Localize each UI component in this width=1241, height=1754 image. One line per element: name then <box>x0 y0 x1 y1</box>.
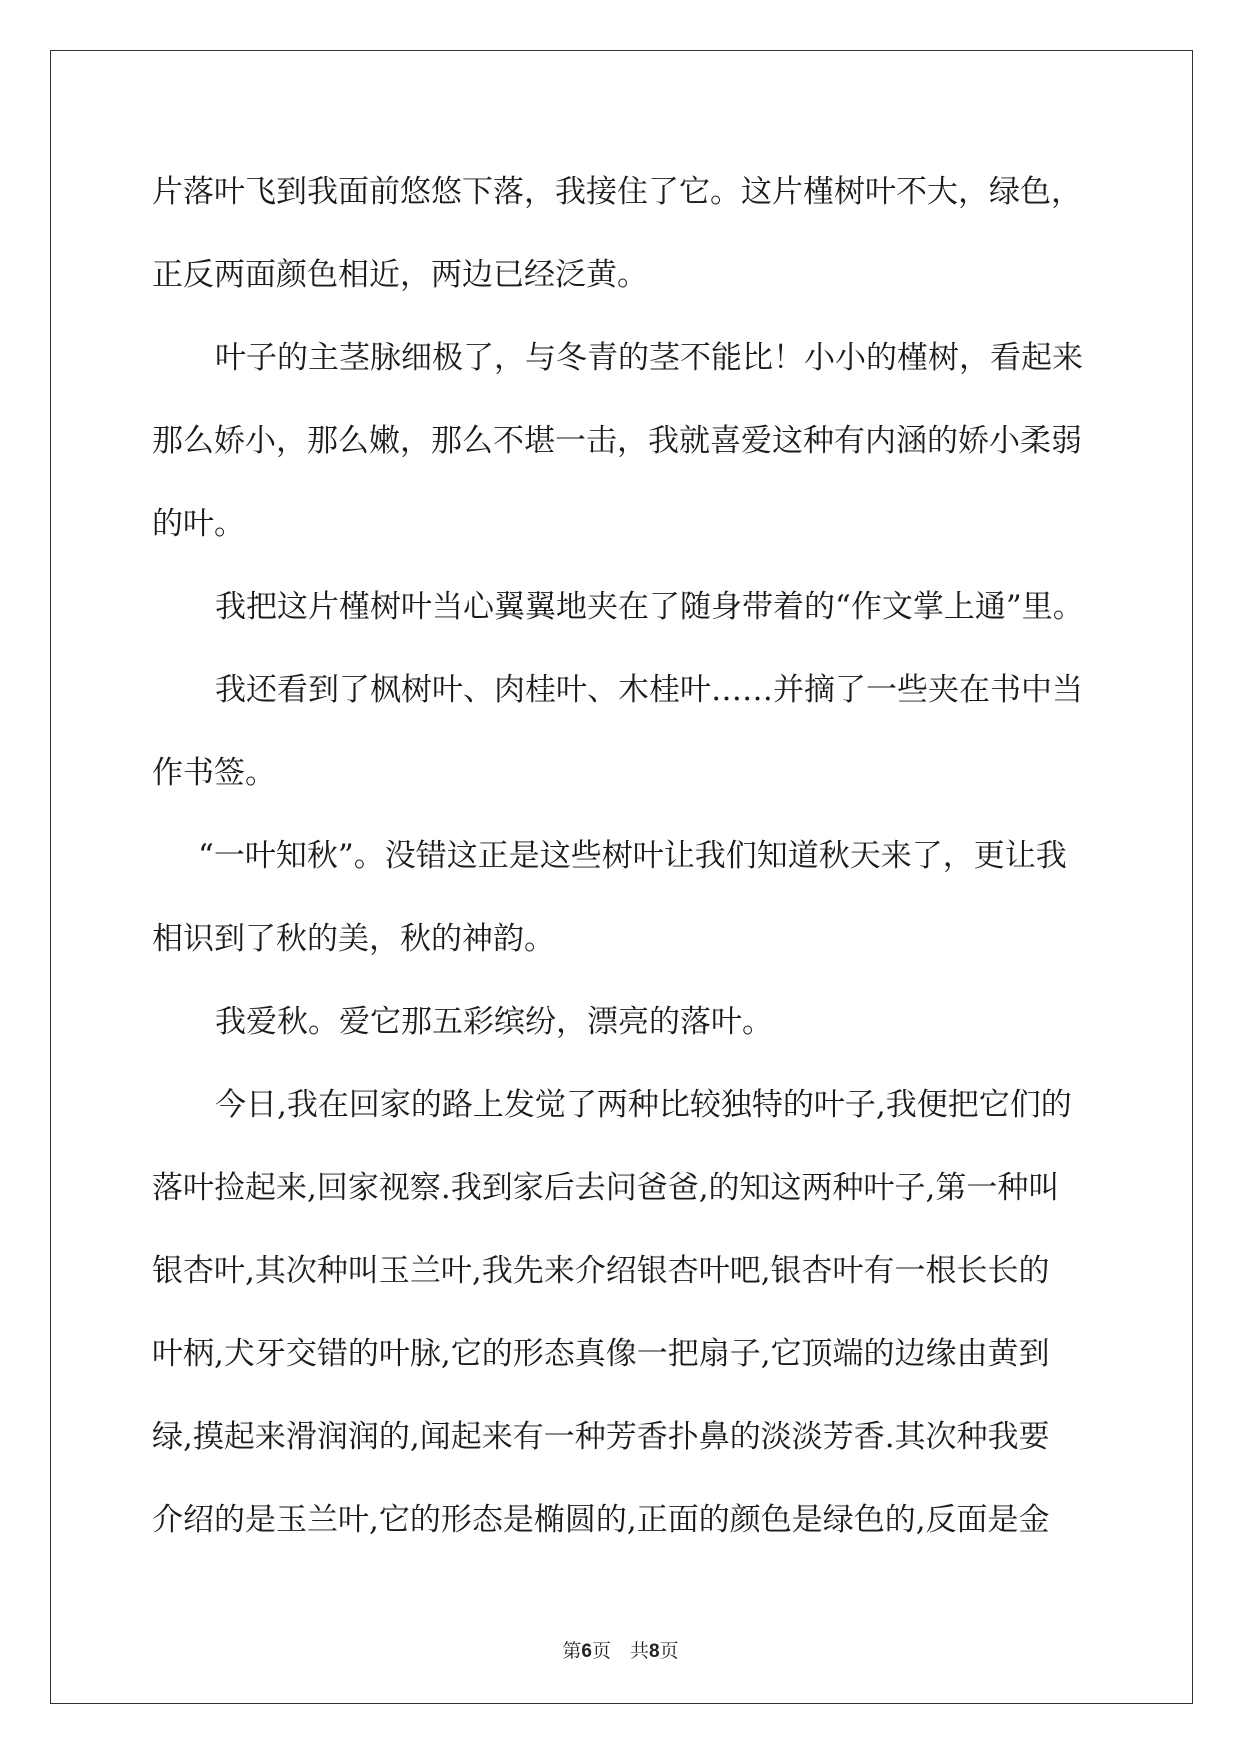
text-line: 的叶。 <box>152 506 245 542</box>
text-line: 我还看到了枫树叶、肉桂叶、木桂叶……并摘了一些夹在书中当 <box>215 672 1083 708</box>
text-line: 绿,摸起来滑润润的,闻起来有一种芳香扑鼻的淡淡芳香.其次种我要 <box>152 1419 1050 1455</box>
text-line: 叶柄,犬牙交错的叶脉,它的形态真像一把扇子,它顶端的边缘由黄到 <box>152 1336 1050 1372</box>
text-line: 那么娇小，那么嫩，那么不堪一击，我就喜爱这种有内涵的娇小柔弱 <box>152 423 1082 459</box>
text-line: 落叶捡起来,回家视察.我到家后去问爸爸,的知这两种叶子,第一种叫 <box>152 1170 1060 1206</box>
text-line: “一叶知秋”。没错这正是这些树叶让我们知道秋天来了，更让我 <box>198 838 1067 874</box>
text-line: 作书签。 <box>152 755 276 791</box>
text-line: 正反两面颜色相近，两边已经泛黄。 <box>152 257 648 293</box>
text-line: 今日,我在回家的路上发觉了两种比较独特的叶子,我便把它们的 <box>215 1087 1072 1123</box>
text-line: 相识到了秋的美，秋的神韵。 <box>152 921 555 957</box>
footer-prefix: 第 <box>562 1640 582 1662</box>
footer-mid: 页 共 <box>591 1640 649 1662</box>
text-line: 叶子的主茎脉细极了，与冬青的茎不能比！小小的槿树，看起来 <box>215 340 1083 376</box>
text-line: 我爱秋。爱它那五彩缤纷，漂亮的落叶。 <box>215 1004 773 1040</box>
text-line: 我把这片槿树叶当心翼翼地夹在了随身带着的“作文掌上通”里。 <box>215 589 1084 625</box>
footer-total-pages: 8 <box>649 1641 660 1662</box>
text-line: 银杏叶,其次种叫玉兰叶,我先来介绍银杏叶吧,银杏叶有一根长长的 <box>152 1253 1050 1289</box>
text-line: 片落叶飞到我面前悠悠下落，我接住了它。这片槿树叶不大，绿色， <box>152 174 1082 210</box>
page-footer <box>0 1636 1241 1663</box>
text-line: 介绍的是玉兰叶,它的形态是椭圆的,正面的颜色是绿色的,反面是金 <box>152 1502 1050 1538</box>
footer-page-number: 6 <box>581 1641 592 1662</box>
footer-suffix: 页 <box>659 1640 679 1662</box>
